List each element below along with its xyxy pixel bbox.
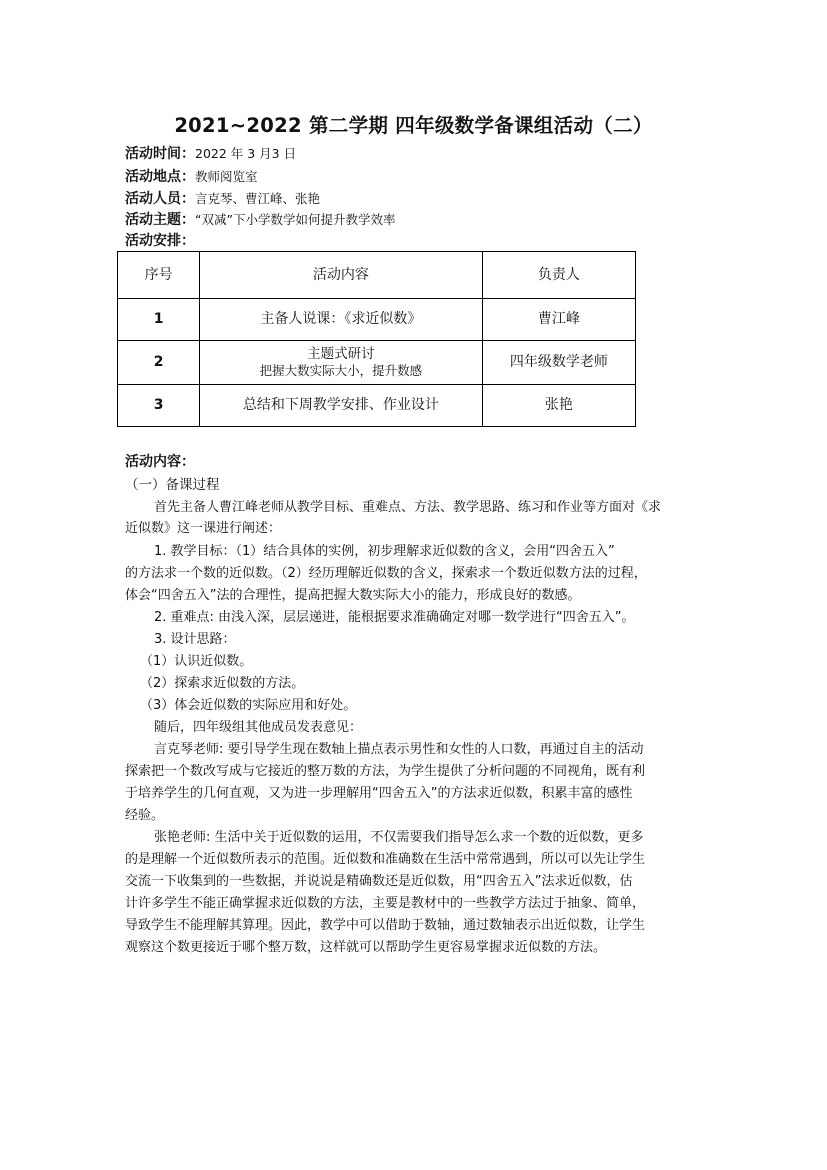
paragraph-line: 1. 教学目标：（1）结合具体的实例，初步理解求近似数的含义，会用“四舍五入” — [154, 544, 615, 559]
place-value: 教师阅览室 — [195, 169, 258, 184]
place-label: 活动地点： — [125, 169, 195, 185]
paragraph-line: 的方法求一个数的近似数。（2）经历理解近似数的含义，探索求一个数近似数方法的过程， — [125, 566, 647, 581]
paragraph-line: （2）探索求近似数的方法。 — [140, 676, 305, 691]
row-content: 总结和下周教学安排、作业设计 — [200, 385, 483, 427]
meta-place — [125, 166, 258, 186]
header-owner: 负责人 — [482, 252, 635, 299]
paragraph-line: 观察这个数更接近于哪个整万数，这样就可以帮助学生更容易掌握求近似数的方法。 — [125, 940, 607, 955]
paragraph-line: 体会“四舍五入”法的合理性，提高把握大数实际大小的能力，形成良好的数感。 — [125, 588, 581, 603]
paragraph-line: 近似数》这一课进行阐述： — [125, 521, 282, 536]
paragraph-line: 计许多学生不能正确掌握求近似数的方法，主要是教材中的一些教学方法过于抽象、简单， — [125, 896, 646, 911]
paragraph-line: （3）体会近似数的实际应用和好处。 — [140, 698, 357, 713]
time-value: 2022 年 3 月3 日 — [195, 146, 297, 161]
meta-theme — [125, 209, 395, 229]
schedule-table — [117, 251, 636, 427]
document-title: 2021~2022 第二学期 四年级数学备课组活动（二） — [174, 114, 653, 137]
paragraph-line: 首先主备人曹江峰老师从教学目标、重难点、方法、教学思路、练习和作业等方面对《求 — [154, 500, 662, 515]
section1-title: （一）备课过程 — [125, 477, 220, 493]
table-row — [118, 341, 636, 385]
header-content: 活动内容 — [200, 252, 483, 299]
theme-label: 活动主题： — [125, 212, 195, 228]
row-content-line2: 把握大数实际大小，提升数感 — [259, 363, 423, 379]
row-owner: 四年级数学老师 — [482, 341, 635, 385]
table-row — [118, 299, 636, 341]
row-seq: 1 — [118, 299, 200, 341]
table-header-row — [118, 252, 636, 299]
meta-arrange — [125, 230, 195, 250]
paragraph-line: 2. 重难点: 由浅入深，层层递进，能根据要求准确确定对哪一数学进行“四舍五入”。 — [154, 610, 635, 625]
paragraph-line: （1）认识近似数。 — [140, 654, 253, 669]
paragraph-line: 的是理解一个近似数所表示的范围。近似数和准确数在生活中常常遇到，所以可以先让学生 — [125, 852, 646, 867]
paragraph-line: 随后，四年级组其他成员发表意见： — [154, 720, 363, 735]
people-label: 活动人员： — [125, 191, 195, 207]
people-value: 言克琴、曹江峰、张艳 — [195, 191, 321, 206]
arrange-label: 活动安排： — [125, 233, 195, 249]
paragraph-line: 经验。 — [125, 808, 165, 823]
paragraph-line: 交流一下收集到的一些数据，并说说是精确数还是近似数，用“四舍五入”法求近似数，估 — [125, 874, 633, 889]
paragraph-line: 于培养学生的几何直观，又为进一步理解用“四舍五入”的方法求近似数，积累丰富的感性 — [125, 786, 633, 801]
table-row — [118, 385, 636, 427]
row-seq: 2 — [118, 341, 200, 385]
time-label: 活动时间： — [125, 146, 195, 162]
theme-value: “双减”下小学数学如何提升教学效率 — [195, 212, 396, 227]
header-seq: 序号 — [118, 252, 200, 299]
row-content: 主备人说课：《求近似数》 — [200, 299, 483, 341]
paragraph-line: 3. 设计思路： — [154, 632, 236, 647]
row-content-line1: 主题式研讨 — [307, 345, 375, 362]
paragraph-line: 张艳老师: 生活中关于近似数的运用，不仅需要我们指导怎么求一个数的近似数，更多 — [154, 830, 644, 845]
row-content — [200, 341, 483, 385]
row-owner: 曹江峰 — [482, 299, 635, 341]
paragraph-line: 言克琴老师: 要引导学生现在数轴上描点表示男性和女性的人口数，再通过自主的活动 — [154, 742, 644, 757]
paragraph-line: 导致学生不能理解其算理。因此，教学中可以借助于数轴，通过数轴表示出近似数，让学生 — [125, 918, 646, 933]
row-seq: 3 — [118, 385, 200, 427]
meta-time — [125, 143, 296, 163]
row-owner: 张艳 — [482, 385, 635, 427]
content-label: 活动内容： — [125, 454, 195, 470]
paragraph-line: 探索把一个数改写成与它接近的整万数的方法，为学生提供了分析问题的不同视角，既有利 — [125, 764, 646, 779]
meta-people — [125, 188, 320, 208]
